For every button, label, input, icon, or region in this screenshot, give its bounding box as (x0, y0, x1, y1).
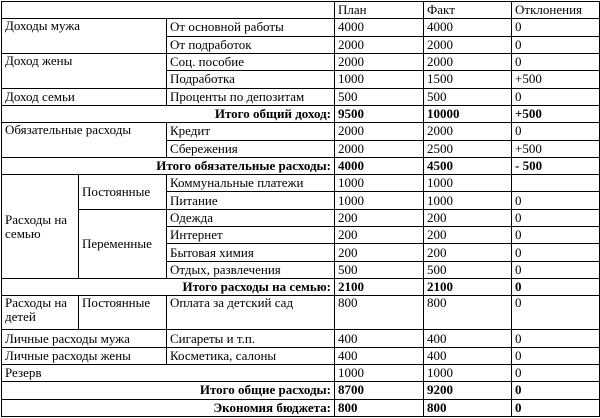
deviation-cell: 0 (512, 399, 600, 416)
item-label: Питание (167, 192, 335, 209)
plan-cell: 2000 (335, 140, 424, 157)
plan-cell: 9500 (335, 105, 424, 122)
table-row (2, 209, 600, 226)
fact-cell: 1000 (424, 192, 512, 209)
fact-cell: 2000 (424, 36, 512, 53)
deviation-cell: 0 (512, 123, 600, 140)
deviation-cell: 0 (512, 364, 600, 381)
deviation-cell: 0 (512, 53, 600, 70)
fact-cell: 10000 (424, 105, 512, 122)
fact-cell: 2000 (424, 123, 512, 140)
total-family-row (2, 279, 600, 296)
deviation-cell: 0 (512, 88, 600, 105)
plan-cell: 8700 (335, 382, 424, 399)
item-label: Отдых, развлечения (167, 261, 335, 278)
husband-income-label: Доходы мужа (2, 19, 167, 54)
plan-cell: 2100 (335, 279, 424, 296)
plan-cell: 1000 (335, 364, 424, 381)
table-row (2, 296, 600, 330)
item-label: Косметика, салоны (167, 347, 335, 364)
deviation-cell: 0 (512, 244, 600, 261)
table-row (2, 330, 600, 347)
table-row (2, 175, 600, 192)
plan-cell: 2000 (335, 123, 424, 140)
fact-cell: 800 (424, 399, 512, 416)
total-mandatory-label: Итого обязательные расходы: (2, 157, 335, 174)
item-label: Сбережения (167, 140, 335, 157)
fact-cell: 2100 (424, 279, 512, 296)
item-label: Кредит (167, 123, 335, 140)
deviation-cell: - 500 (512, 157, 600, 174)
item-label: Коммунальные платежи (167, 175, 335, 192)
plan-cell: 800 (335, 296, 424, 330)
item-label: Проценты по депозитам (167, 88, 335, 105)
deviation-cell: 0 (512, 347, 600, 364)
deviation-cell: 0 (512, 279, 600, 296)
fact-cell: 2500 (424, 140, 512, 157)
family-expenses-label: Расходы на семью (2, 175, 79, 279)
deviation-cell: 0 (512, 261, 600, 278)
wife-personal-label: Личные расходы жены (2, 347, 167, 364)
item-label: Оплата за детский сад (167, 296, 335, 330)
plan-cell: 2000 (335, 36, 424, 53)
item-label: Интернет (167, 227, 335, 244)
deviation-cell (512, 175, 600, 192)
plan-cell: 500 (335, 261, 424, 278)
header-plan: План (335, 2, 424, 19)
item-label: Подработка (167, 71, 335, 88)
table-row (2, 53, 600, 70)
deviation-cell: +500 (512, 105, 600, 122)
plan-cell: 4000 (335, 157, 424, 174)
deviation-cell: 0 (512, 36, 600, 53)
deviation-cell: 0 (512, 19, 600, 36)
constant-label: Постоянные (79, 175, 167, 210)
table-row (2, 19, 600, 36)
plan-cell: 400 (335, 347, 424, 364)
header-row (2, 2, 600, 19)
deviation-cell: 0 (512, 209, 600, 226)
children-label: Расходы на детей (2, 296, 79, 330)
header-deviation: Отклонения (512, 2, 600, 19)
fact-cell: 400 (424, 330, 512, 347)
plan-cell: 2000 (335, 53, 424, 70)
fact-cell: 500 (424, 88, 512, 105)
mandatory-label: Обязательные расходы (2, 123, 167, 158)
item-label: Одежда (167, 209, 335, 226)
economy-label: Экономия бюджета: (2, 399, 335, 416)
budget-table (1, 1, 600, 417)
deviation-cell: +500 (512, 140, 600, 157)
item-label: Соц. пособие (167, 53, 335, 70)
wife-income-label: Доход жены (2, 53, 167, 88)
husband-personal-label: Личные расходы мужа (2, 330, 167, 347)
fact-cell: 800 (424, 296, 512, 330)
table-row (2, 88, 600, 105)
item-label: Бытовая химия (167, 244, 335, 261)
plan-cell: 1000 (335, 71, 424, 88)
plan-cell: 1000 (335, 175, 424, 192)
fact-cell: 500 (424, 261, 512, 278)
item-label: От основной работы (167, 19, 335, 36)
header-fact: Факт (424, 2, 512, 19)
table-row (2, 123, 600, 140)
plan-cell: 1000 (335, 192, 424, 209)
deviation-cell: 0 (512, 227, 600, 244)
fact-cell: 4000 (424, 19, 512, 36)
plan-cell: 200 (335, 209, 424, 226)
total-mandatory-row (2, 157, 600, 174)
total-expenses-label: Итого общие расходы: (2, 382, 335, 399)
fact-cell: 1000 (424, 364, 512, 381)
plan-cell: 800 (335, 399, 424, 416)
plan-cell: 400 (335, 330, 424, 347)
item-label: От подработок (167, 36, 335, 53)
table-row (2, 347, 600, 364)
fact-cell: 1500 (424, 71, 512, 88)
variable-label: Переменные (79, 209, 167, 278)
plan-cell: 200 (335, 227, 424, 244)
item-label: Сигареты и т.п. (167, 330, 335, 347)
total-income-row (2, 105, 600, 122)
fact-cell: 200 (424, 209, 512, 226)
family-income-label: Доход семьи (2, 88, 167, 105)
total-expenses-row (2, 382, 600, 399)
deviation-cell: +500 (512, 71, 600, 88)
deviation-cell: 0 (512, 192, 600, 209)
economy-row (2, 399, 600, 416)
deviation-cell: 0 (512, 296, 600, 330)
fact-cell: 200 (424, 227, 512, 244)
header-empty (2, 2, 335, 19)
fact-cell: 9200 (424, 382, 512, 399)
table-row (2, 364, 600, 381)
constant-label: Постоянные (79, 296, 167, 330)
fact-cell: 4500 (424, 157, 512, 174)
deviation-cell: 0 (512, 382, 600, 399)
fact-cell: 200 (424, 244, 512, 261)
reserve-label: Резерв (2, 364, 335, 381)
plan-cell: 200 (335, 244, 424, 261)
fact-cell: 2000 (424, 53, 512, 70)
plan-cell: 500 (335, 88, 424, 105)
total-family-label: Итого расходы на семью: (2, 279, 335, 296)
fact-cell: 400 (424, 347, 512, 364)
fact-cell: 1000 (424, 175, 512, 192)
total-income-label: Итого общий доход: (2, 105, 335, 122)
deviation-cell: 0 (512, 330, 600, 347)
plan-cell: 4000 (335, 19, 424, 36)
